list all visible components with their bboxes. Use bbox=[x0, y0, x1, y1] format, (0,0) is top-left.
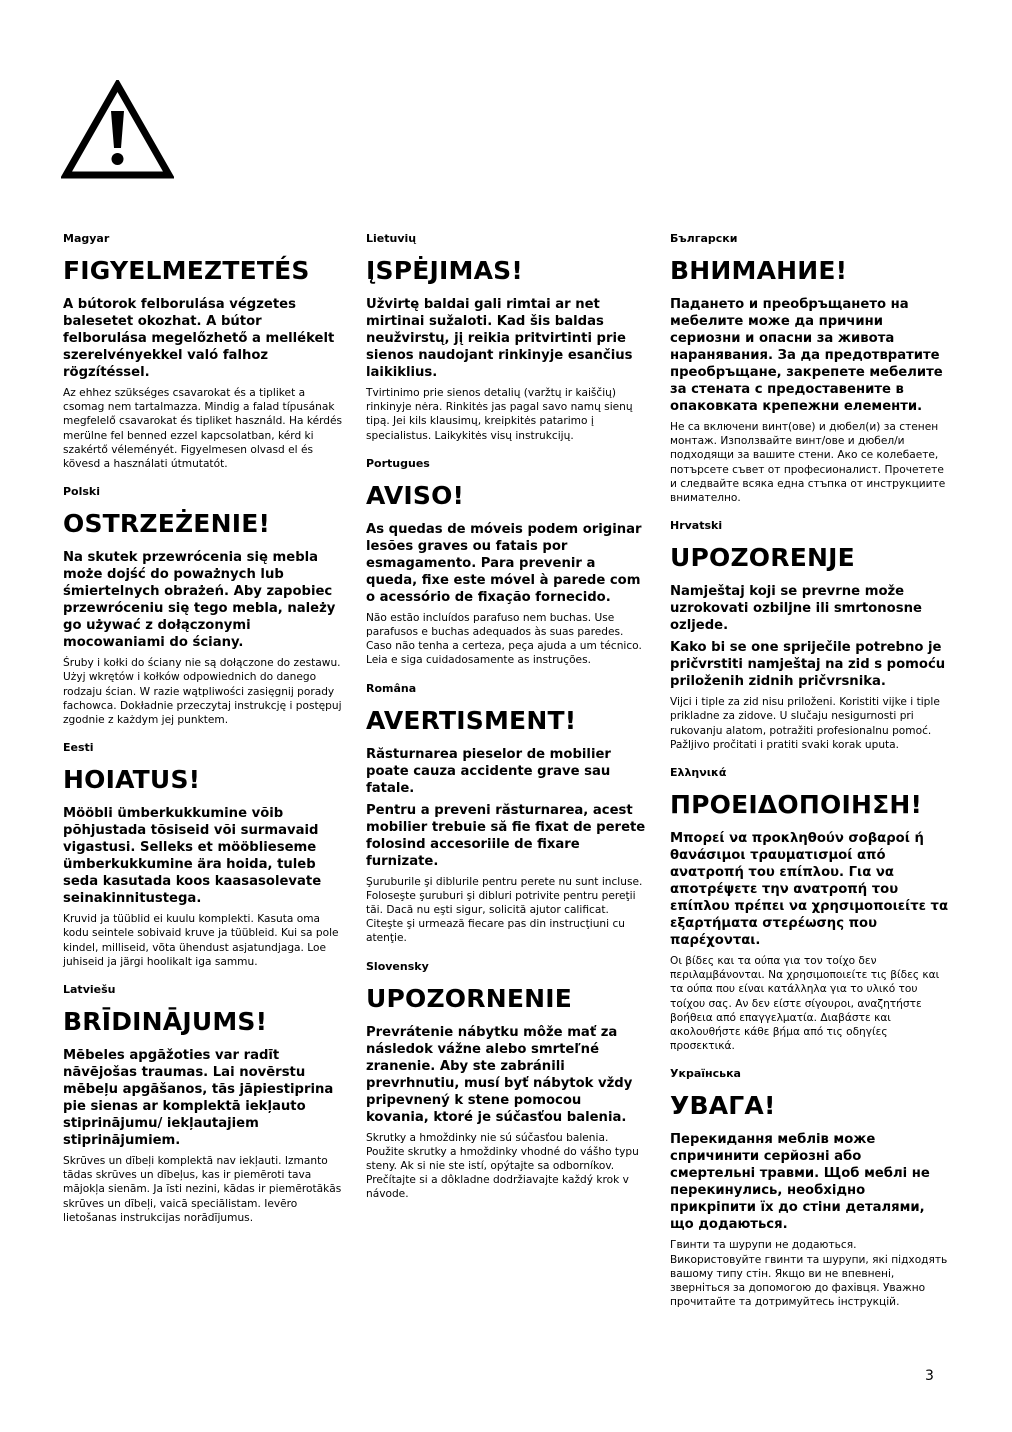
warning-body: Não estão incluídos parafuso nem buchas. Use parafusos e buchas adequados às suas paredes. Caso não tenha a certeza, peça ajuda a um técnico. Leia e siga cuidadosamente as instruções. bbox=[366, 611, 642, 667]
warning-heading: UPOZORENJE bbox=[670, 543, 855, 573]
warning-body: Не са включени винт(ове) и дюбел(и) за стенен монтаж. Използвайте винт/ове и дюбел/и подходящи за вашите стени. Ако се колебаете, потърсете съвет от професионалист. Прочетете и следвайте всяка една стъпка от инструкциите внимателно. bbox=[670, 421, 946, 505]
warning-lead: A bútorok felborulása végzetes balesetet okozhat. A bútor felborulása megelőzhető a mellékelt szerelvényekkel való falhoz rögzítéssel. bbox=[63, 297, 335, 380]
warning-lead: Răsturnarea pieselor de mobilier poate cauza accidente grave sau fatale. bbox=[366, 746, 611, 796]
warning-icon bbox=[61, 80, 174, 180]
warning-body: Vijci i tiple za zid nisu priloženi. Koristiti vijke i tiple prikladne za zidove. U slučaju nesigurnosti pri rukovanju alatom, potražiti profesionalnu pomoć. Pažljivo pročitati i pratiti svaki korak uputa. bbox=[670, 696, 940, 751]
warning-section bbox=[670, 232, 950, 505]
warning-lead-group bbox=[63, 805, 343, 907]
warning-section bbox=[366, 457, 646, 668]
warning-section bbox=[63, 741, 343, 969]
warning-body: Skrūves un dībeļi komplektā nav iekļauti. Izmanto tādas skrūves un dībeļus, kas ir piemēroti tava mājokļa sienām. Ja īsti nezini, kādas ir piemērotākās skrūves un dībeļi, vaicā speciālistam. Ievēro lietošanas instrukcijas norādījumus. bbox=[63, 1155, 342, 1224]
language-label: Български bbox=[670, 232, 738, 245]
language-label: Slovensky bbox=[366, 959, 429, 973]
column-3 bbox=[670, 232, 950, 1323]
warning-lead: Kako bi se one spriječile potrebno je pričvrstiti namještaj na zid s pomoću priloženih zidnih pričvrsnika. bbox=[670, 640, 946, 690]
warning-lead: Перекидання меблів може спричинити серйозні або смертельні травми. Щоб меблі не перекинулись, необхідно прикріпити їх до стіни деталями, що додаються. bbox=[670, 1132, 930, 1233]
warning-lead-group bbox=[670, 296, 950, 415]
warning-body: Śruby i kołki do ściany nie są dołączone do zestawu. Użyj wkrętów i kołków odpowiednich do danego rodzaju ścian. W razie wątpliwości zasięgnij porady fachowca. Dokładnie przeczytaj instrukcję i postępuj zgodnie z każdym jej punktem. bbox=[63, 657, 342, 727]
warning-lead-group bbox=[670, 583, 950, 690]
warning-heading: HOIATUS! bbox=[63, 765, 201, 795]
warning-section bbox=[670, 519, 950, 752]
warning-lead: Падането и преобръщането на мебелите може да причини сериозни и опасни за живота наранявания. За да предотвратите преобръщане, закрепете мебелите за стената с предоставените в опаковката крепежни елементи. bbox=[670, 297, 943, 414]
warning-lead: Μπορεί να προκληθούν σοβαροί ή θανάσιμοι τραυματισμοί από ανατροπή του επίπλου. Για να αποτρέψετε την ανατροπή του επίπλου πρέπει να χρησιμοποιείτε τα εξαρτήματα στερέωσης που παρέχονται. bbox=[670, 831, 949, 949]
column-2 bbox=[366, 232, 646, 1216]
warning-body: Skrutky a hmoždinky nie sú súčasťou balenia. Použite skrutky a hmoždinky vhodné do vášho typu steny. Ak si nie ste istí, opýtajte sa odborníkov. Prečítajte si a dôkladne dodržiavajte každý krok v návode. bbox=[366, 1131, 639, 1201]
language-label: Lietuvių bbox=[366, 232, 417, 245]
language-label: Polski bbox=[63, 485, 101, 499]
warning-body: Οι βίδες και τα ούπα για τον τοίχο δεν περιλαμβάνονται. Να χρησιμοποιείτε τις βίδες και τα ούπα που είναι κατάλληλα για το υλικό του τοίχου σας. Αν δεν είστε σίγουροι, αναζητήστε βοήθεια από επαγγελματία. Διαβάστε και ακολουθήστε κάθε βήμα από τις οδηγίες προσεκτικά. bbox=[670, 955, 940, 1053]
warning-body: Az ehhez szükséges csavarokat és a tipliket a csomag nem tartalmazza. Mindig a falad típusának megfelelő csavarokat és tipliket használd. Ha kérdés merülne fel benned ezzel kapcsolatban, kérd ki szakértő véleményét. Figyelmesen olvasd el és kövesd a használati útmutatót. bbox=[63, 387, 343, 471]
warning-lead: Užvirtę baldai gali rimtai ar net mirtinai sužaloti. Kad šis baldas neužvirstų, jį reikia pritvirtinti prie sienos naudojant rinkinyje esančius laikiklius. bbox=[366, 297, 633, 380]
warning-lead: Mēbeles apgāžoties var radīt nāvējošas traumas. Lai novērstu mēbeļu apgāšanos, tās jāpiestiprina pie sienas ar komplektā iekļauto stiprinājumu/ iekļautajiem stiprinājumiem. bbox=[63, 1048, 334, 1149]
warning-body: Kruvid ja tüüblid ei kuulu komplekti. Kasuta oma kodu seintele sobivaid kruve ja tüübleid. Kui sa pole kindel, milliseid, võta ühendust asjatundjaga. Loe juhiseid ja järgi hoolikalt iga sammu. bbox=[63, 913, 339, 968]
language-label: Hrvatski bbox=[670, 519, 723, 533]
warning-lead: Pentru a preveni răsturnarea, acest mobilier trebuie să fie fixat de perete folosind accesoriile de fixare furnizate. bbox=[366, 802, 646, 869]
warning-heading: AVERTISMENT! bbox=[366, 705, 577, 735]
warning-heading: УВАГА! bbox=[670, 1091, 776, 1121]
warning-body: Şuruburile şi diblurile pentru perete nu sunt incluse. Foloseşte şuruburi şi dibluri potrivite pentru pereţii tăi. Dacă nu eşti sigur, solicită ajutor calificat. Citeşte şi urmează fiecare pas din instrucţiuni cu atenţie. bbox=[366, 875, 643, 945]
language-label: Româna bbox=[366, 681, 417, 695]
language-label: Ελληνικά bbox=[670, 766, 727, 780]
warning-section bbox=[366, 960, 646, 1202]
warning-lead-group bbox=[63, 549, 343, 651]
warning-heading: ΠΡΟΕΙΔΟΠΟΙΗΣΗ! bbox=[670, 790, 923, 820]
warning-lead: Prevrátenie nábytku môže mať za následok vážne alebo smrteľné zranenie. Aby ste zabránili prevrhnutiu, musí byť nábytok vždy pripevnený k stene pomocou kovania, ktoré je súčasťou balenia. bbox=[366, 1024, 633, 1125]
warning-body: Гвинти та шурупи не додаються. Використовуйте гвинти та шурупи, які підходять вашому типу стін. Якщо ви не впевнені, зверніться за допомогою до фахівця. Уважно прочитайте та дотримуйтесь інструкцій. bbox=[670, 1239, 948, 1309]
page-number: 3 bbox=[925, 1368, 934, 1384]
warning-lead-group bbox=[366, 521, 646, 606]
column-1 bbox=[63, 232, 343, 1239]
warning-lead: Mööbli ümberkukkumine võib põhjustada tõsiseid või surmavaid vigastusi. Selleks et mööblieseme ümberkukkumine ära hoida, tuleb seda kasutada koos kaasasolevate seinakinnitustega. bbox=[63, 806, 322, 907]
warning-heading: BRĪDINĀJUMS! bbox=[63, 1007, 268, 1037]
language-label: Portugues bbox=[366, 456, 430, 470]
warning-lead-group bbox=[366, 746, 646, 870]
warning-heading: ĮSPĖJIMAS! bbox=[366, 256, 523, 285]
warning-section bbox=[670, 1067, 950, 1309]
warning-lead: Namještaj koji se prevrne može uzrokovati ozbiljne ili smrtonosne ozljede. bbox=[670, 584, 922, 634]
warning-lead-group bbox=[670, 830, 950, 949]
language-label: Magyar bbox=[63, 232, 110, 245]
warning-lead: As quedas de móveis podem originar lesões graves ou fatais por esmagamento. Para prevenir a queda, fixe este móvel à parede com o acessório de fixação fornecido. bbox=[366, 521, 642, 605]
warning-lead-group bbox=[63, 1047, 343, 1149]
warning-lead-group bbox=[63, 296, 343, 381]
warning-heading: FIGYELMEZTETÉS bbox=[63, 256, 310, 285]
warning-heading: UPOZORNENIE bbox=[366, 983, 573, 1013]
warning-lead-group bbox=[366, 1024, 646, 1126]
language-label: Eesti bbox=[63, 741, 94, 755]
warning-lead-group bbox=[670, 1131, 950, 1233]
warning-heading: OSTRZEŻENIE! bbox=[63, 509, 271, 539]
warning-heading: ВНИМАНИЕ! bbox=[670, 256, 848, 285]
warning-section bbox=[63, 485, 343, 727]
warning-lead-group bbox=[366, 296, 646, 381]
warning-lead: Na skutek przewrócenia się mebla może dojść do poważnych lub śmiertelnych obrażeń. Aby zapobiec przewróceniu się tego mebla, należy go używać z dołączonymi mocowaniami do ściany. bbox=[63, 550, 336, 651]
warning-heading: AVISO! bbox=[366, 480, 465, 510]
language-label: Latviešu bbox=[63, 983, 116, 997]
warning-section bbox=[366, 682, 646, 946]
language-label: Українська bbox=[670, 1067, 741, 1081]
warning-section bbox=[670, 766, 950, 1053]
warning-section bbox=[63, 983, 343, 1225]
warning-section bbox=[366, 232, 646, 443]
warning-body: Tvirtinimo prie sienos detalių (varžtų ir kaiščių) rinkinyje nėra. Rinkitės jas pagal savo namų sienų tipą. Jei kils klausimų, kreipkitės patarimo į specialistus. Laikykitės visų instrukcijų. bbox=[366, 387, 633, 442]
warning-section bbox=[63, 232, 343, 471]
